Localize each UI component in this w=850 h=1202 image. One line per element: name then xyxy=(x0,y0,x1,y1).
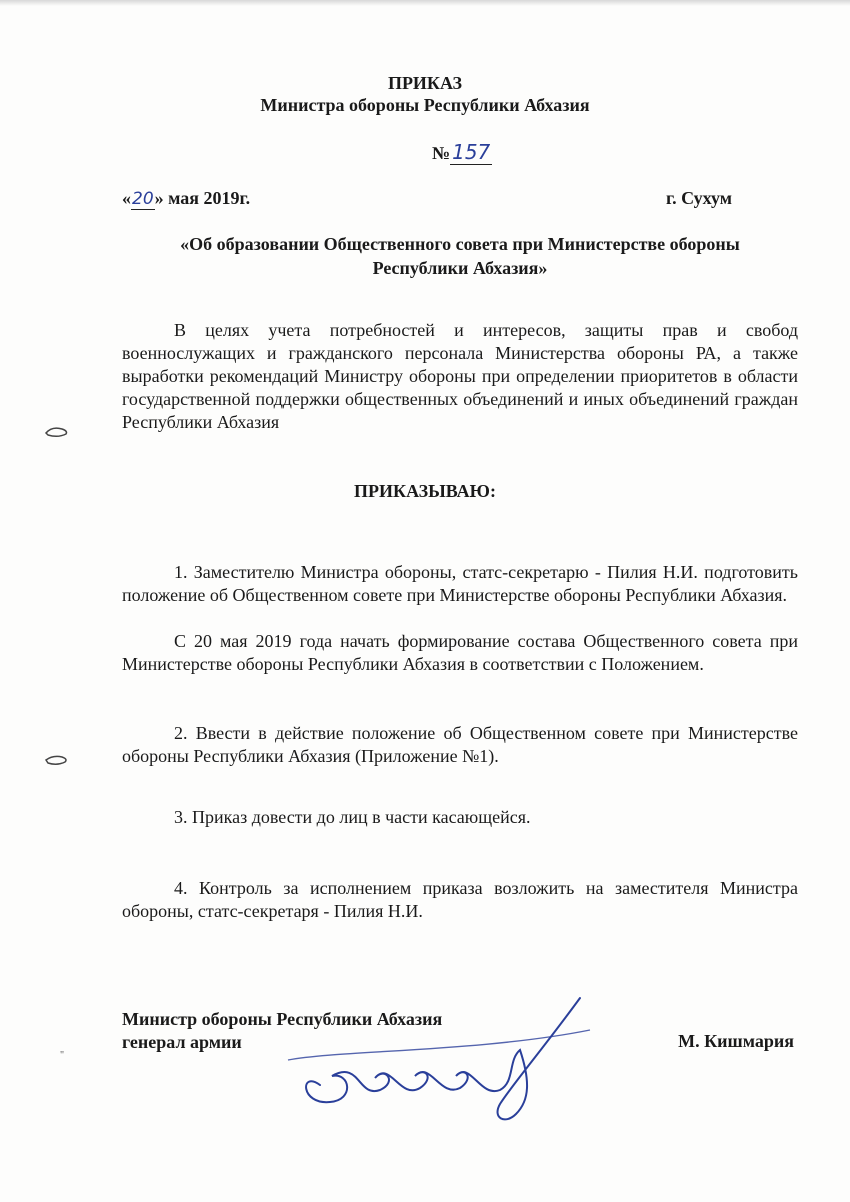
scan-speck: " xyxy=(60,1050,65,1061)
date-rest: » мая 2019г. xyxy=(154,188,251,208)
signer-position-line: генерал армии xyxy=(122,1032,242,1052)
document-subtitle: Министра обороны Республики Абхазия xyxy=(260,95,590,115)
preamble-paragraph: В целях учета потребностей и интересов, защиты прав и свобод военнослужащих и гражданского персонала Министерства обороны РА, а также выработки рекомендаций Министру обороны при определении приоритетов в области государственной поддержки общественных объединений и иных объединений граждан Республики Абхазия xyxy=(122,320,798,432)
handwritten-signature-icon xyxy=(280,990,600,1140)
document-title: ПРИКАЗ xyxy=(387,73,463,93)
signer-name: М. Кишмария xyxy=(678,1031,794,1051)
item-2-paragraph: 2. Ввести в действие положение об Общественном совете при Министерстве обороны Республики Абхазия (Приложение №1). xyxy=(122,723,798,766)
scan-shadow xyxy=(0,0,850,6)
handwritten-number: 157 xyxy=(452,140,491,164)
date-open-quote: « xyxy=(122,188,131,208)
order-word: ПРИКАЗЫВАЮ: xyxy=(354,481,496,501)
order-number xyxy=(432,140,492,164)
city: г. Сухум xyxy=(665,188,732,208)
item-4-paragraph: 4. Контроль за исполнением приказа возложить на заместителя Министра обороны, статс-секретаря - Пилия Н.И. xyxy=(122,878,798,921)
number-prefix: № xyxy=(432,143,451,163)
hole-punch-mark-icon xyxy=(44,752,70,768)
heading-line: «Об образовании Общественного совета при Министерстве обороны xyxy=(180,234,740,254)
order-date xyxy=(122,188,250,209)
item-1-paragraph: 1. Заместителю Министра обороны, статс-секретарю - Пилия Н.И. подготовить положение об Общественном совете при Министерстве обороны Республики Абхазия. xyxy=(122,562,798,605)
handwritten-day: 20 xyxy=(132,189,154,209)
item-3-paragraph: 3. Приказ довести до лиц в части касающейся. xyxy=(174,807,531,827)
heading-line: Республики Абхазия» xyxy=(372,258,548,278)
hole-punch-mark-icon xyxy=(44,424,70,440)
signer-position-line: Министр обороны Республики Абхазия xyxy=(122,1009,443,1029)
item-1-continuation: С 20 мая 2019 года начать формирование состава Общественного совета при Министерстве обороны Республики Абхазия в соответствии с Положением. xyxy=(122,631,798,674)
order-heading xyxy=(120,232,800,280)
